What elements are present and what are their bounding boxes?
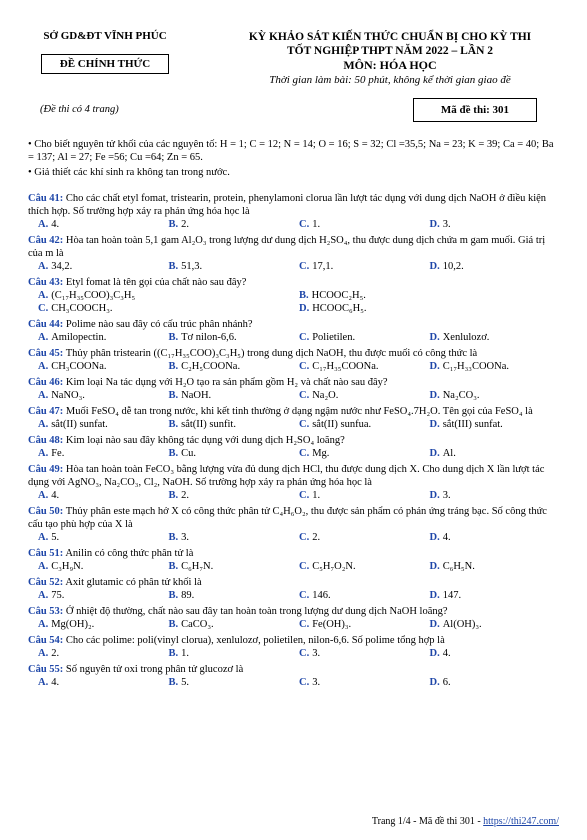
answer-option — [38, 676, 169, 689]
option-label: D. — [429, 361, 440, 372]
option-label: A. — [38, 290, 49, 301]
question-stem — [28, 347, 560, 360]
option-label: C. — [299, 390, 310, 401]
option-label: D. — [429, 390, 440, 401]
question-block — [28, 234, 560, 273]
answer-option — [169, 676, 300, 689]
answer-option — [169, 589, 300, 602]
option-label: B. — [168, 390, 179, 401]
answer-option — [299, 489, 430, 502]
question-text: Axit glutamic có phân tử khối là — [65, 577, 202, 588]
option-text: Mg(OH)₂. — [51, 619, 95, 630]
time-limit: Thời gian làm bài: 50 phút, không kể thời gian giao đề — [269, 74, 511, 86]
header-right — [210, 30, 570, 87]
answer-option — [299, 589, 430, 602]
option-label: D. — [429, 490, 440, 501]
answer-option — [430, 589, 561, 602]
question-block — [28, 505, 560, 544]
option-text: 4. — [442, 532, 451, 543]
page-footer — [0, 816, 559, 827]
option-label: C. — [299, 648, 310, 659]
question-stem — [28, 663, 560, 676]
option-label: A. — [38, 590, 49, 601]
option-text: 146. — [312, 590, 331, 601]
question-block — [28, 318, 560, 344]
option-label: C. — [299, 219, 310, 230]
answer-options — [28, 676, 560, 689]
option-label: D. — [429, 448, 440, 459]
question-block — [28, 434, 560, 460]
subject-title: MÔN: HÓA HỌC — [343, 58, 437, 72]
answer-option — [169, 389, 300, 402]
answer-options — [28, 489, 560, 502]
option-text: 4. — [51, 490, 60, 501]
question-text: Ở nhiệt độ thường, chất nào sau đây tan hoàn toàn trong lượng dư dung dịch NaOH loãng? — [65, 606, 448, 617]
question-number: Câu 48: — [28, 435, 64, 446]
question-text: Thủy phân tristearin ((C₁₇H₃₅COO)₃C₃H₅) trong dung dịch NaOH, thu được muối có công thức là — [65, 348, 478, 359]
option-text: 5. — [181, 677, 190, 688]
answer-options — [28, 560, 560, 573]
question-text: Thủy phân este mạch hở X có công thức phân tử C₄H₆O₂, thu được sản phẩm có phản ứng tráng bạc. Số công thức cấu tạo phù hợp của X là — [28, 506, 547, 530]
option-label: D. — [429, 332, 440, 343]
answer-options — [28, 418, 560, 431]
question-stem — [28, 463, 560, 489]
option-text: Fe(OH)₃. — [312, 619, 352, 630]
question-text: Kim loại Na tác dụng với H₂O tạo ra sản phẩm gồm H₂ và chất nào sau đây? — [65, 377, 388, 388]
option-text: Tơ nilon-6,6. — [181, 332, 237, 343]
option-text: sắt(II) sunfit. — [181, 419, 236, 430]
option-label: D. — [299, 303, 310, 314]
page-count-note: (Đề thi có 4 trang) — [40, 104, 119, 115]
answer-options — [28, 589, 560, 602]
question-text: Cho các polime: poli(vinyl clorua), xenlulozơ, polietilen, nilon-6,6. Số polime tổng hợp là — [65, 635, 445, 646]
option-text: C₁₇H₃₅COONa. — [312, 361, 379, 372]
option-text: 10,2. — [442, 261, 464, 272]
option-text: 2. — [181, 490, 190, 501]
option-text: Fe. — [51, 448, 65, 459]
option-label: A. — [38, 677, 49, 688]
option-text: 3. — [312, 648, 321, 659]
question-block — [28, 576, 560, 602]
option-label: A. — [38, 648, 49, 659]
option-text: Polietilen. — [312, 332, 356, 343]
option-label: D. — [429, 619, 440, 630]
question-number: Câu 55: — [28, 664, 64, 675]
question-number: Câu 42: — [28, 235, 64, 246]
answer-option — [299, 218, 430, 231]
answer-option — [38, 618, 169, 631]
question-text: Muối FeSO₄ dễ tan trong nước, khi kết tinh thường ở dạng ngậm nước như FeSO₄.7H₂O. Tên gọi của FeSO₄ là — [65, 406, 533, 417]
option-text: 1. — [312, 490, 321, 501]
question-text: Kim loại nào sau đây không tác dụng với dung dịch H₂SO₄ loãng? — [65, 435, 345, 446]
answer-option — [169, 531, 300, 544]
question-block — [28, 663, 560, 689]
footer-text: Trang 1/4 - Mã đề thi 301 - — [371, 816, 484, 827]
answer-option — [169, 560, 300, 573]
answer-option — [299, 618, 430, 631]
question-stem — [28, 576, 560, 589]
question-block — [28, 276, 560, 315]
question-stem — [28, 318, 560, 331]
answer-option — [299, 331, 430, 344]
question-stem — [28, 192, 560, 218]
answer-option — [38, 418, 169, 431]
option-text: sắt(III) sunfat. — [442, 419, 503, 430]
answer-option — [38, 531, 169, 544]
option-label: A. — [38, 361, 49, 372]
option-text: 75. — [51, 590, 65, 601]
answer-option — [169, 418, 300, 431]
option-label: C. — [299, 332, 310, 343]
answer-options — [28, 389, 560, 402]
option-text: 3. — [312, 677, 321, 688]
question-stem — [28, 634, 560, 647]
footer-link[interactable]: https://thi247.com/ — [483, 816, 559, 827]
option-text: 1. — [181, 648, 190, 659]
question-block — [28, 463, 560, 502]
option-label: B. — [299, 290, 309, 301]
question-text: Hòa tan hoàn toàn FeCO₃ bằng lượng vừa đủ dung dịch HCl, thu được dung dịch X. Cho dung dịch X lần lượt tác dụng với AgNO₃, Na₂CO₃, Cl₂, NaOH. Số trường hợp xảy ra phản ứng hóa học là — [28, 464, 545, 488]
option-label: D. — [429, 261, 440, 272]
option-label: D. — [429, 677, 440, 688]
option-text: (C₁₇H₃₅COO)₃C₃H₅ — [51, 290, 136, 301]
option-text: 6. — [442, 677, 451, 688]
question-number: Câu 41: — [28, 193, 64, 204]
option-text: NaOH. — [181, 390, 212, 401]
option-label: B. — [168, 490, 179, 501]
official-label-box: ĐỀ CHÍNH THỨC — [41, 54, 169, 74]
question-text: Số nguyên tử oxi trong phân tử glucozơ là — [65, 664, 244, 675]
option-label: B. — [168, 561, 179, 572]
answer-options — [28, 331, 560, 344]
answer-option — [430, 489, 561, 502]
answer-options — [28, 218, 560, 231]
answer-option — [299, 647, 430, 660]
option-label: A. — [38, 332, 49, 343]
question-number: Câu 44: — [28, 319, 64, 330]
question-stem — [28, 505, 560, 531]
option-label: B. — [168, 648, 179, 659]
option-label: D. — [429, 532, 440, 543]
option-text: Mg. — [312, 448, 330, 459]
answer-option — [38, 447, 169, 460]
option-label: C. — [299, 419, 310, 430]
answer-option — [430, 260, 561, 273]
answer-options — [28, 289, 560, 315]
answer-option — [430, 331, 561, 344]
answer-option — [299, 676, 430, 689]
question-number: Câu 52: — [28, 577, 64, 588]
option-text: 51,3. — [181, 261, 203, 272]
answer-option — [38, 560, 169, 573]
option-label: A. — [38, 219, 49, 230]
answer-option — [38, 389, 169, 402]
option-text: 4. — [442, 648, 451, 659]
option-label: B. — [168, 361, 179, 372]
answer-option — [299, 260, 430, 273]
exam-code-box: Mã đề thi: 301 — [413, 98, 537, 122]
answer-option — [430, 647, 561, 660]
option-label: A. — [38, 448, 49, 459]
option-text: HCOOC₆H₅. — [312, 303, 367, 314]
option-text: 147. — [442, 590, 462, 601]
option-label: C. — [299, 561, 310, 572]
question-block — [28, 547, 560, 573]
question-block — [28, 192, 560, 231]
option-label: A. — [38, 261, 49, 272]
question-text: Etyl fomat là tên gọi của chất nào sau đây? — [65, 277, 247, 288]
option-label: C. — [299, 448, 310, 459]
answer-option — [430, 418, 561, 431]
option-text: 3. — [442, 219, 451, 230]
option-label: B. — [168, 619, 179, 630]
option-label: A. — [38, 390, 49, 401]
option-text: CH₃COOCH₃. — [51, 303, 113, 314]
option-label: C. — [299, 361, 310, 372]
option-text: sắt(II) sunfat. — [51, 419, 108, 430]
question-number: Câu 53: — [28, 606, 64, 617]
answer-option — [38, 289, 299, 302]
question-stem — [28, 376, 560, 389]
question-block — [28, 405, 560, 431]
option-label: A. — [38, 490, 49, 501]
answer-option — [169, 360, 300, 373]
answer-options — [28, 360, 560, 373]
option-text: 3. — [181, 532, 190, 543]
option-text: 2. — [51, 648, 60, 659]
option-label: B. — [168, 332, 179, 343]
option-label: C. — [299, 619, 310, 630]
option-label: B. — [168, 532, 179, 543]
option-label: A. — [38, 561, 49, 572]
answer-option — [38, 489, 169, 502]
answer-option — [38, 360, 169, 373]
option-label: B. — [168, 261, 179, 272]
option-label: C. — [299, 532, 310, 543]
question-stem — [28, 234, 560, 260]
option-text: 1. — [312, 219, 321, 230]
option-label: B. — [168, 677, 179, 688]
answer-options — [28, 531, 560, 544]
exam-title-line1: KỲ KHẢO SÁT KIẾN THỨC CHUẨN BỊ CHO KỲ THI — [248, 31, 532, 43]
answer-option — [38, 302, 299, 315]
answer-option — [169, 331, 300, 344]
answer-option — [169, 260, 300, 273]
question-number: Câu 49: — [28, 464, 64, 475]
exam-title-line2: TỐT NGHIỆP THPT NĂM 2022 – LẦN 2 — [286, 45, 494, 57]
question-block — [28, 376, 560, 402]
option-label: C. — [299, 590, 310, 601]
question-text: Anilin có công thức phân tử là — [65, 548, 194, 559]
exam-content — [28, 138, 560, 689]
header-left — [30, 30, 180, 74]
answer-option — [38, 218, 169, 231]
option-text: C₆H₇N. — [181, 561, 214, 572]
option-text: 89. — [181, 590, 195, 601]
option-text: 4. — [51, 677, 60, 688]
option-text: 2. — [312, 532, 321, 543]
option-label: C. — [299, 261, 310, 272]
question-block — [28, 634, 560, 660]
answer-option — [38, 647, 169, 660]
question-number: Câu 45: — [28, 348, 64, 359]
option-text: 34,2. — [51, 261, 73, 272]
option-text: C₆H₅N. — [442, 561, 475, 572]
answer-option — [169, 647, 300, 660]
answer-option — [430, 218, 561, 231]
question-text: Hòa tan hoàn toàn 5,1 gam Al₂O₃ trong lượng dư dung dịch H₂SO₄, thu được dung dịch chứa m gam muối. Giá trị của m là — [28, 235, 546, 259]
answer-option — [430, 531, 561, 544]
answer-option — [38, 589, 169, 602]
answer-option — [299, 289, 560, 302]
organization-name: SỞ GD&ĐT VĨNH PHÚC — [43, 30, 167, 42]
question-stem — [28, 605, 560, 618]
option-text: Amilopectin. — [51, 332, 107, 343]
answer-option — [299, 447, 430, 460]
question-stem — [28, 405, 560, 418]
question-list — [28, 192, 560, 689]
answer-option — [169, 489, 300, 502]
answer-option — [299, 360, 430, 373]
option-text: CH₃COONa. — [51, 361, 107, 372]
option-text: CaCO₃. — [181, 619, 214, 630]
question-number: Câu 46: — [28, 377, 64, 388]
answer-option — [299, 302, 560, 315]
option-text: Na₂CO₃. — [442, 390, 480, 401]
option-text: 4. — [51, 219, 60, 230]
question-number: Câu 54: — [28, 635, 64, 646]
note-atomic-masses: • Cho biết nguyên tử khối của các nguyên tố: H = 1; C = 12; N = 14; O = 16; S = 32; Cl =35,5; Na = 23; K = 39; Ca = 40; Ba = 137; Al = 27; Fe =56; Cu =64; Zn = 65. — [28, 139, 554, 163]
answer-option — [299, 418, 430, 431]
option-text: C₁₇H₃₃COONa. — [442, 361, 509, 372]
question-number: Câu 50: — [28, 506, 64, 517]
question-number: Câu 47: — [28, 406, 64, 417]
question-block — [28, 347, 560, 373]
answer-option — [169, 218, 300, 231]
question-stem — [28, 434, 560, 447]
answer-option — [430, 389, 561, 402]
option-label: C. — [299, 677, 310, 688]
answer-options — [28, 618, 560, 631]
answer-option — [430, 560, 561, 573]
answer-options — [28, 647, 560, 660]
answer-option — [299, 560, 430, 573]
answer-option — [430, 447, 561, 460]
question-block — [28, 605, 560, 631]
question-text: Cho các chất etyl fomat, tristearin, protein, phenylamoni clorua lần lượt tác dụng với dung dịch NaOH ở điều kiện thích hợp. Số trường hợp xảy ra phản ứng hóa học là — [28, 193, 547, 217]
answer-option — [430, 618, 561, 631]
option-text: Al(OH)₃. — [442, 619, 482, 630]
question-stem — [28, 276, 560, 289]
option-label: C. — [299, 490, 310, 501]
answer-option — [38, 260, 169, 273]
option-text: NaNO₃. — [51, 390, 85, 401]
option-text: 2. — [181, 219, 190, 230]
option-text: sắt(II) sunfua. — [312, 419, 372, 430]
answer-options — [28, 260, 560, 273]
option-text: Cu. — [181, 448, 197, 459]
option-text: 3. — [442, 490, 451, 501]
note-gases: • Giả thiết các khí sinh ra không tan trong nước. — [28, 167, 230, 178]
answer-option — [430, 360, 561, 373]
option-label: B. — [168, 590, 179, 601]
option-text: C₂H₅COONa. — [181, 361, 241, 372]
answer-option — [299, 389, 430, 402]
answer-options — [28, 447, 560, 460]
option-text: C₃H₉N. — [51, 561, 84, 572]
option-label: D. — [429, 561, 440, 572]
option-text: HCOOC₂H₅. — [311, 290, 366, 301]
option-label: D. — [429, 219, 440, 230]
option-text: 17,1. — [312, 261, 334, 272]
option-label: B. — [168, 448, 179, 459]
option-label: C. — [38, 303, 49, 314]
answer-option — [169, 618, 300, 631]
answer-option — [38, 331, 169, 344]
answer-option — [430, 676, 561, 689]
option-text: C₅H₇O₂N. — [312, 561, 356, 572]
option-text: Na₂O. — [312, 390, 339, 401]
answer-option — [299, 531, 430, 544]
option-label: A. — [38, 419, 49, 430]
option-label: A. — [38, 619, 49, 630]
option-text: Xenlulozơ. — [442, 332, 490, 343]
option-label: B. — [168, 219, 179, 230]
option-label: A. — [38, 532, 49, 543]
option-text: 5. — [51, 532, 60, 543]
option-label: D. — [429, 590, 440, 601]
option-text: Al. — [442, 448, 456, 459]
option-label: D. — [429, 419, 440, 430]
question-stem — [28, 547, 560, 560]
question-number: Câu 51: — [28, 548, 64, 559]
answer-option — [169, 447, 300, 460]
option-label: B. — [168, 419, 179, 430]
question-text: Polime nào sau đây có cấu trúc phân nhánh? — [65, 319, 253, 330]
option-label: D. — [429, 648, 440, 659]
question-number: Câu 43: — [28, 277, 64, 288]
